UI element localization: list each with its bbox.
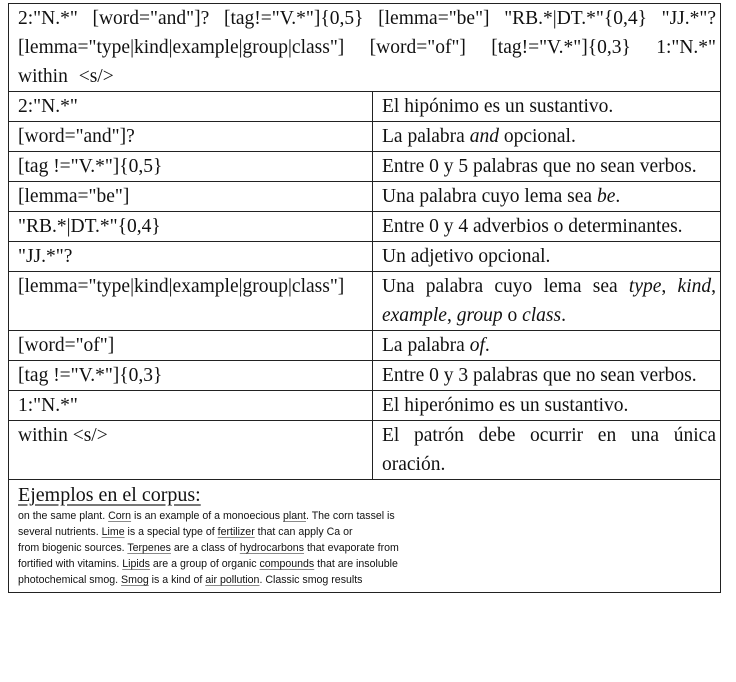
description-text: El hiperónimo es un sustantivo. bbox=[382, 395, 629, 416]
component-row bbox=[9, 361, 721, 391]
description-text: Una palabra cuyo lema sea bbox=[382, 276, 629, 297]
description-text: . bbox=[484, 335, 490, 356]
component-row bbox=[9, 92, 721, 122]
context-text: from biogenic sources. bbox=[18, 542, 128, 554]
description-text: , bbox=[661, 276, 678, 297]
description-text: La palabra bbox=[382, 126, 470, 147]
pattern-element: [lemma="type|kind|example|group|class"] bbox=[9, 272, 373, 331]
examples-row bbox=[9, 480, 721, 593]
italic-term: group bbox=[456, 305, 503, 326]
hyponym-match: Terpenes bbox=[127, 542, 171, 554]
example-concordance bbox=[18, 508, 716, 588]
hyponym-match: Lipids bbox=[122, 558, 150, 570]
description-text: Un adjetivo opcional. bbox=[382, 246, 551, 267]
pattern-element: within <s/> bbox=[9, 421, 373, 480]
context-text: are a group of organic bbox=[149, 558, 260, 570]
context-text: is a special type of bbox=[124, 526, 218, 538]
description-text: El patrón debe ocurrir en una única oración. bbox=[382, 425, 716, 475]
component-row bbox=[9, 421, 721, 480]
description-text: o bbox=[502, 305, 523, 326]
component-row bbox=[9, 122, 721, 152]
element-description bbox=[373, 182, 721, 212]
element-description bbox=[373, 272, 721, 331]
example-line bbox=[18, 524, 716, 540]
pattern-element: "JJ.*"? bbox=[9, 242, 373, 272]
corpus-examples bbox=[9, 480, 721, 593]
component-row bbox=[9, 182, 721, 212]
pattern-element: 1:"N.*" bbox=[9, 391, 373, 421]
element-description bbox=[373, 361, 721, 391]
pattern-components bbox=[9, 92, 721, 480]
example-line bbox=[18, 540, 716, 556]
pattern-row bbox=[9, 4, 721, 92]
italic-term: and bbox=[469, 126, 499, 147]
description-text: . bbox=[615, 186, 621, 207]
component-row bbox=[9, 391, 721, 421]
hyponym-match: Lime bbox=[101, 526, 125, 538]
element-description bbox=[373, 242, 721, 272]
pattern-table bbox=[8, 3, 721, 593]
hypernym-match: hydrocarbons bbox=[239, 542, 305, 554]
description-text: Una palabra cuyo lema sea bbox=[382, 186, 597, 207]
pattern-element: [word="of"] bbox=[9, 331, 373, 361]
description-text: , bbox=[446, 305, 457, 326]
context-text: that can apply Ca or bbox=[254, 526, 353, 538]
hypernym-match: fertilizer bbox=[217, 526, 255, 538]
italic-term: of bbox=[469, 335, 485, 356]
context-text: fortified with vitamins. bbox=[18, 558, 123, 570]
description-text: , bbox=[711, 276, 716, 297]
example-line bbox=[18, 572, 716, 588]
pattern-element: [tag !="V.*"]{0,5} bbox=[9, 152, 373, 182]
description-text: Entre 0 y 4 adverbios o determinantes. bbox=[382, 216, 683, 237]
pattern-element: [lemma="be"] bbox=[9, 182, 373, 212]
element-description bbox=[373, 212, 721, 242]
hypernym-match: compounds bbox=[259, 558, 315, 570]
component-row bbox=[9, 152, 721, 182]
pattern-element: 2:"N.*" bbox=[9, 92, 373, 122]
pattern-element: [word="and"]? bbox=[9, 122, 373, 152]
element-description bbox=[373, 421, 721, 480]
italic-term: example bbox=[382, 305, 447, 326]
element-description bbox=[373, 92, 721, 122]
context-text: on the same plant. bbox=[18, 510, 109, 522]
component-row bbox=[9, 242, 721, 272]
context-text: . The corn tassel is bbox=[306, 510, 395, 522]
description-text: Entre 0 y 5 palabras que no sean verbos. bbox=[382, 156, 697, 177]
description-text: opcional. bbox=[498, 126, 576, 147]
hyponym-match: Corn bbox=[108, 510, 132, 522]
example-line bbox=[18, 508, 716, 524]
context-text: that evaporate from bbox=[304, 542, 399, 554]
description-text: La palabra bbox=[382, 335, 470, 356]
description-text: El hipónimo es un sustantivo. bbox=[382, 96, 614, 117]
context-text: that are insoluble bbox=[314, 558, 398, 570]
component-row bbox=[9, 212, 721, 242]
context-text: . Classic smog results bbox=[259, 574, 363, 586]
examples-title: Ejemplos en el corpus: bbox=[18, 484, 201, 506]
context-text: are a class of bbox=[170, 542, 240, 554]
hyponym-match: Smog bbox=[121, 574, 149, 586]
element-description bbox=[373, 331, 721, 361]
full-pattern: 2:"N.*" [word="and"]? [tag!="V.*"]{0,5} [lemma="be"] "RB.*|DT.*"{0,4} "JJ.*"? [lemma="type|kind|example|group|class"] [word="of"] [tag!="V.*"]{0,3} 1:"N.*" within <s/> bbox=[9, 4, 721, 92]
italic-term: kind bbox=[677, 276, 712, 297]
hypernym-match: air pollution bbox=[205, 574, 260, 586]
description-text: . bbox=[561, 305, 566, 326]
component-row bbox=[9, 331, 721, 361]
element-description bbox=[373, 122, 721, 152]
hypernym-match: plant bbox=[283, 510, 306, 522]
description-text: Entre 0 y 3 palabras que no sean verbos. bbox=[382, 365, 697, 386]
italic-term: type bbox=[628, 276, 662, 297]
element-description bbox=[373, 152, 721, 182]
component-row bbox=[9, 272, 721, 331]
context-text: several nutrients. bbox=[18, 526, 102, 538]
element-description bbox=[373, 391, 721, 421]
pattern-element: [tag !="V.*"]{0,3} bbox=[9, 361, 373, 391]
italic-term: be bbox=[596, 186, 616, 207]
context-text: is an example of a monoecious bbox=[131, 510, 284, 522]
example-line bbox=[18, 556, 716, 572]
context-text: photochemical smog. bbox=[18, 574, 122, 586]
pattern-element: "RB.*|DT.*"{0,4} bbox=[9, 212, 373, 242]
italic-term: class bbox=[522, 305, 562, 326]
context-text: is a kind of bbox=[148, 574, 206, 586]
